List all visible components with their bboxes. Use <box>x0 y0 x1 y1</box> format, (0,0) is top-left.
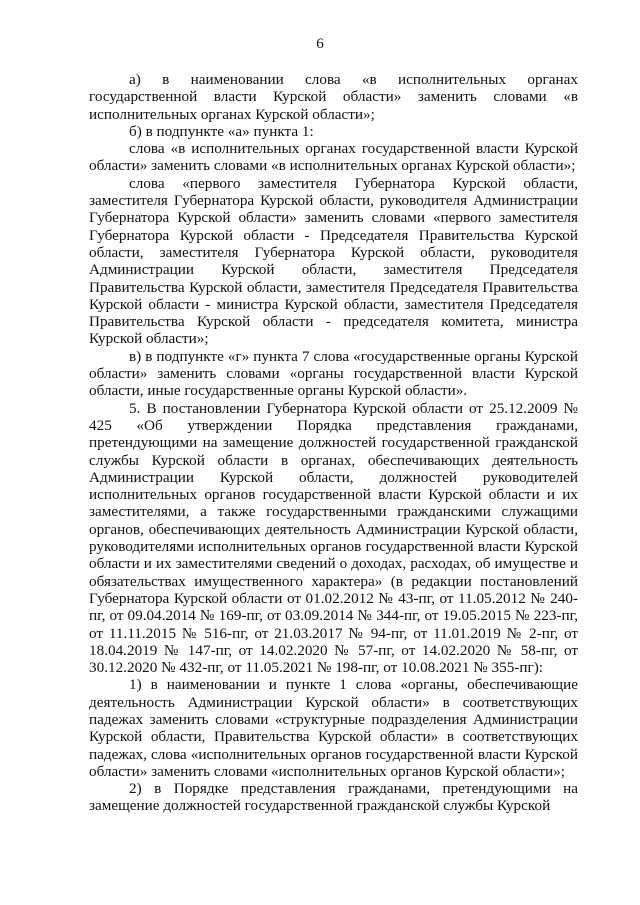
paragraph-item-1: 1) в наименовании и пункте 1 слова «органы, обеспечивающие деятельность Администрации Курской области» в соответствующих падежах заменить словами «структурные подразделения Администрации Курской области, Правительства Курской области» в соответствующих падежах, слова «исполнительных органов государственной власти Курской области» заменить словами «исполнительных органов Курской области»; <box>89 676 578 780</box>
document-body <box>89 71 578 815</box>
paragraph-amendment-a: а) в наименовании слова «в исполнительных органах государственной власти Курской области» заменить словами «в исполнительных органах Курской области»; <box>89 71 578 123</box>
paragraph-section-5: 5. В постановлении Губернатора Курской области от 25.12.2009 № 425 «Об утверждении Порядка представления гражданами, претендующими на замещение должностей государственной гражданской службы Курской области в органах, обеспечивающих деятельность Администрации Курской области, должностей руководителей исполнительных органов государственной власти Курской области и их заместителями, а также государственными гражданскими служащими органов, обеспечивающих деятельность Администрации Курской области, руководителями исполнительных органов государственной власти Курской области и их заместителями сведений о доходах, расходах, об имуществе и обязательствах имущественного характера» (в редакции постановлений Губернатора Курской области от 01.02.2012 № 43-пг, от 11.05.2012 № 240-пг, от 09.04.2014 № 169-пг, от 03.09.2014 № 344-пг, от 19.05.2015 № 223-пг, от 11.11.2015 № 516-пг, от 21.03.2017 № 94-пг, от 11.01.2019 № 2-пг, от 18.04.2019 № 147-пг, от 14.02.2020 № 57-пг, от 14.02.2020 № 58-пг, от 30.12.2020 № 432-пг, от 11.05.2021 № 198-пг, от 10.08.2021 № 355-пг): <box>89 399 578 677</box>
paragraph-item-2: 2) в Порядке представления гражданами, претендующими на замещение должностей государственной гражданской службы Курской <box>89 780 578 815</box>
paragraph-words-replace-1: слова «в исполнительных органах государственной власти Курской области» заменить словами «в исполнительных органах Курской области»; <box>89 140 578 175</box>
paragraph-amendment-b: б) в подпункте «а» пункта 1: <box>129 122 314 140</box>
paragraph-amendment-c: в) в подпункте «г» пункта 7 слова «государственные органы Курской области» заменить словами «органы государственной власти Курской области, иные государственные органы Курской области». <box>89 347 578 400</box>
paragraph-words-replace-2: слова «первого заместителя Губернатора Курской области, заместителя Губернатора Курской области, руководителя Администрации Губернатора Курской области» заменить словами «первого заместителя Губернатора Курской области - Председателя Правительства Курской области, заместителя Губернатора Курской области, руководителя Администрации Курской области, заместителя Председателя Правительства Курской области, заместителя Председателя Правительства Курской области - министра Курской области, заместителя Председателя Правительства Курской области - председателя комитета, министра Курской области»; <box>89 174 578 348</box>
page-number: 6 <box>316 36 324 52</box>
